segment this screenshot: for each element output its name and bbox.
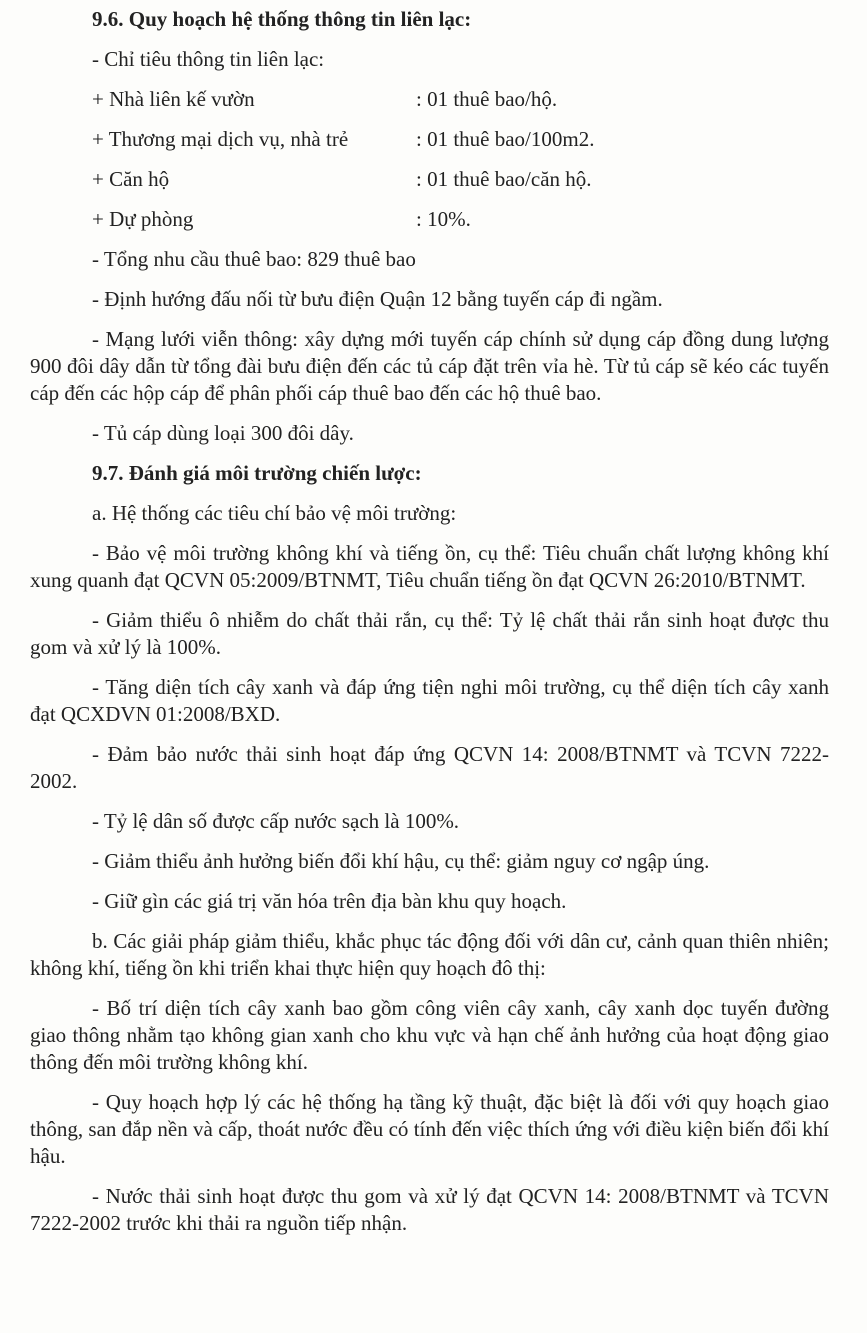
indicator-value: : 01 thuê bao/100m2. bbox=[416, 127, 595, 151]
indicator-intro: - Chỉ tiêu thông tin liên lạc: bbox=[92, 47, 325, 71]
criteria-item: - Tỷ lệ dân số được cấp nước sạch là 100%. bbox=[92, 809, 460, 833]
criteria-item: - Giảm thiểu ô nhiễm do chất thải rắn, cụ thể: Tỷ lệ chất thải rắn sinh hoạt được thu gom và xử lý là 100%. bbox=[30, 608, 829, 659]
indicator-label: + Nhà liên kế vườn bbox=[92, 87, 255, 111]
indicator-value: : 10%. bbox=[416, 207, 471, 231]
criteria-item: - Giữ gìn các giá trị văn hóa trên địa bàn khu quy hoạch. bbox=[92, 889, 567, 913]
indicator-value: : 01 thuê bao/hộ. bbox=[416, 87, 558, 111]
indicator-row bbox=[30, 206, 829, 233]
connection-orientation: - Định hướng đấu nối từ bưu điện Quận 12 bằng tuyến cáp đi ngầm. bbox=[92, 287, 663, 311]
section-9-7-heading: 9.7. Đánh giá môi trường chiến lược: bbox=[92, 461, 422, 485]
solution-item: - Nước thải sinh hoạt được thu gom và xử lý đạt QCVN 14: 2008/BTNMT và TCVN 7222-2002 trước khi thải ra nguồn tiếp nhận. bbox=[30, 1184, 829, 1235]
total-demand: - Tổng nhu cầu thuê bao: 829 thuê bao bbox=[92, 247, 416, 271]
indicator-row bbox=[30, 166, 829, 193]
criteria-item: - Tăng diện tích cây xanh và đáp ứng tiện nghi môi trường, cụ thể diện tích cây xanh đạt QCXDVN 01:2008/BXD. bbox=[30, 675, 829, 726]
indicator-row bbox=[30, 126, 829, 153]
indicator-label: + Căn hộ bbox=[92, 167, 170, 191]
indicator-label: + Dự phòng bbox=[92, 207, 194, 231]
indicator-row bbox=[30, 86, 829, 113]
criteria-item: - Giảm thiểu ảnh hưởng biến đổi khí hậu, cụ thể: giảm nguy cơ ngập úng. bbox=[92, 849, 710, 873]
solutions-heading: b. Các giải pháp giảm thiểu, khắc phục tác động đối với dân cư, cảnh quan thiên nhiên; không khí, tiếng ồn khi triển khai thực hiện quy hoạch đô thị: bbox=[30, 929, 829, 980]
cable-cabinet: - Tủ cáp dùng loại 300 đôi dây. bbox=[92, 421, 354, 445]
criteria-item: - Đảm bảo nước thải sinh hoạt đáp ứng QCVN 14: 2008/BTNMT và TCVN 7222-2002. bbox=[30, 742, 829, 793]
indicator-label: + Thương mại dịch vụ, nhà trẻ bbox=[92, 127, 349, 151]
telecom-network: - Mạng lưới viễn thông: xây dựng mới tuyến cáp chính sử dụng cáp đồng dung lượng 900 đôi dây dẫn từ tổng đài bưu điện đến các tủ cáp đặt trên vỉa hè. Từ tủ cáp sẽ kéo các tuyến cáp đến các hộp cáp để phân phối cáp thuê bao đến các hộ thuê bao. bbox=[30, 327, 829, 405]
criteria-heading: a. Hệ thống các tiêu chí bảo vệ môi trường: bbox=[92, 501, 457, 525]
solution-item: - Quy hoạch hợp lý các hệ thống hạ tầng kỹ thuật, đặc biệt là đối với quy hoạch giao thông, san đắp nền và cấp, thoát nước đều có tính đến việc thích ứng với điều kiện biến đổi khí hậu. bbox=[30, 1090, 829, 1168]
criteria-item: - Bảo vệ môi trường không khí và tiếng ồn, cụ thể: Tiêu chuẩn chất lượng không khí xung quanh đạt QCVN 05:2009/BTNMT, Tiêu chuẩn tiếng ồn đạt QCVN 26:2010/BTNMT. bbox=[30, 541, 829, 592]
indicator-value: : 01 thuê bao/căn hộ. bbox=[416, 167, 592, 191]
section-9-6-heading: 9.6. Quy hoạch hệ thống thông tin liên lạc: bbox=[92, 7, 472, 31]
solution-item: - Bố trí diện tích cây xanh bao gồm công viên cây xanh, cây xanh dọc tuyến đường giao thông nhằm tạo không gian xanh cho khu vực và hạn chế ảnh hưởng của hoạt động giao thông đến môi trường không khí. bbox=[30, 996, 829, 1074]
